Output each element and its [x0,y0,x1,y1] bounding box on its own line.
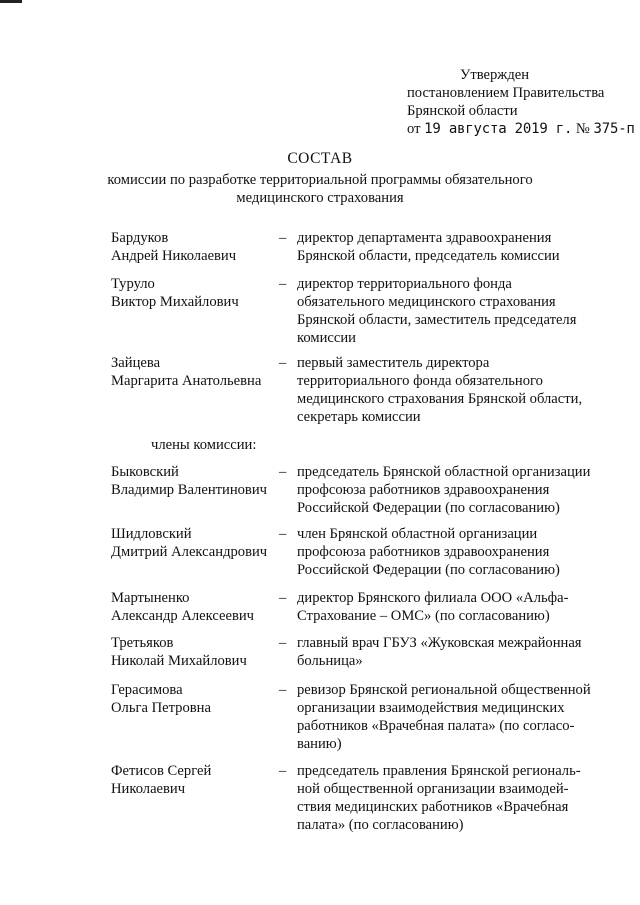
dash: – [279,763,287,779]
dash: – [279,464,287,480]
members-group-label: члены комиссии: [151,437,257,453]
dash: – [279,682,287,698]
member-role: директор Брянского филиала ООО «Альфа- Страхование – ОМС» (по согласованию) [297,590,569,624]
member-name: Фетисов Сергей Николаевич [111,763,212,797]
dash: – [279,590,287,606]
member-name: Герасимова Ольга Петровна [111,682,211,716]
dash: – [279,355,287,371]
approval-line: Брянской области [407,103,518,119]
scan-edge-mark [0,0,22,3]
document-number-stamp: 375-п [593,121,635,137]
member-role: председатель правления Брянской региональ- ной общественной организации взаимодей- ствия медицинских работников «Врачебная палата» (по согласованию) [297,763,581,833]
member-row [111,463,609,517]
member-name: Третьяков Николай Михайлович [111,635,247,669]
member-name: Шидловский Дмитрий Александрович [111,526,268,560]
member-name: Мартыненко Александр Алексеевич [111,590,255,624]
member-row [111,229,609,265]
member-name: Зайцева Маргарита Анатольевна [111,355,262,389]
member-row [111,762,609,834]
member-role: директор территориального фонда обязательного медицинского страхования Брянской области, заместитель председателя комиссии [297,276,577,346]
document-subtitle-line: медицинского страхования [236,190,404,206]
member-role: первый заместитель директора территориального фонда обязательного медицинского страхования Брянской области, секретарь комиссии [297,355,583,425]
member-role: член Брянской областной организации профсоюза работников здравоохранения Российской Федерации (по согласованию) [297,526,560,578]
dash: – [279,230,287,246]
member-role: главный врач ГБУЗ «Жуковская межрайонная больница» [297,635,582,669]
date-stamp: 19 августа 2019 г. [424,121,573,137]
member-role: ревизор Брянской региональной общественной организации взаимодействия медицинских работников «Врачебная палата» (по согласо- ванию) [297,682,591,752]
document-subtitle-line: комиссии по разработке территориальной программы обязательного [107,172,533,188]
member-role: директор департамента здравоохранения Брянской области, председатель комиссии [297,230,560,264]
member-role: председатель Брянской областной организации профсоюза работников здравоохранения Российской Федерации (по согласованию) [297,464,591,516]
dash: – [279,526,287,542]
dash: – [279,276,287,292]
document-title: СОСТАВ [287,150,353,167]
member-row [111,634,609,670]
member-name: Бардуков Андрей Николаевич [111,230,237,264]
approval-line: Утвержден [460,67,530,83]
member-row [111,525,609,579]
member-row [111,354,609,426]
approval-date-line [407,120,635,138]
document-heading [80,150,560,207]
approval-block [407,66,635,138]
number-label: № [575,121,590,137]
member-row [111,275,609,347]
member-row [111,589,609,625]
member-row [111,681,609,753]
approval-line: постановлением Правительства [407,85,605,101]
member-name: Туруло Виктор Михайлович [111,276,239,310]
member-name: Быковский Владимир Валентинович [111,464,267,498]
dash: – [279,635,287,651]
date-prefix: от [407,121,421,137]
